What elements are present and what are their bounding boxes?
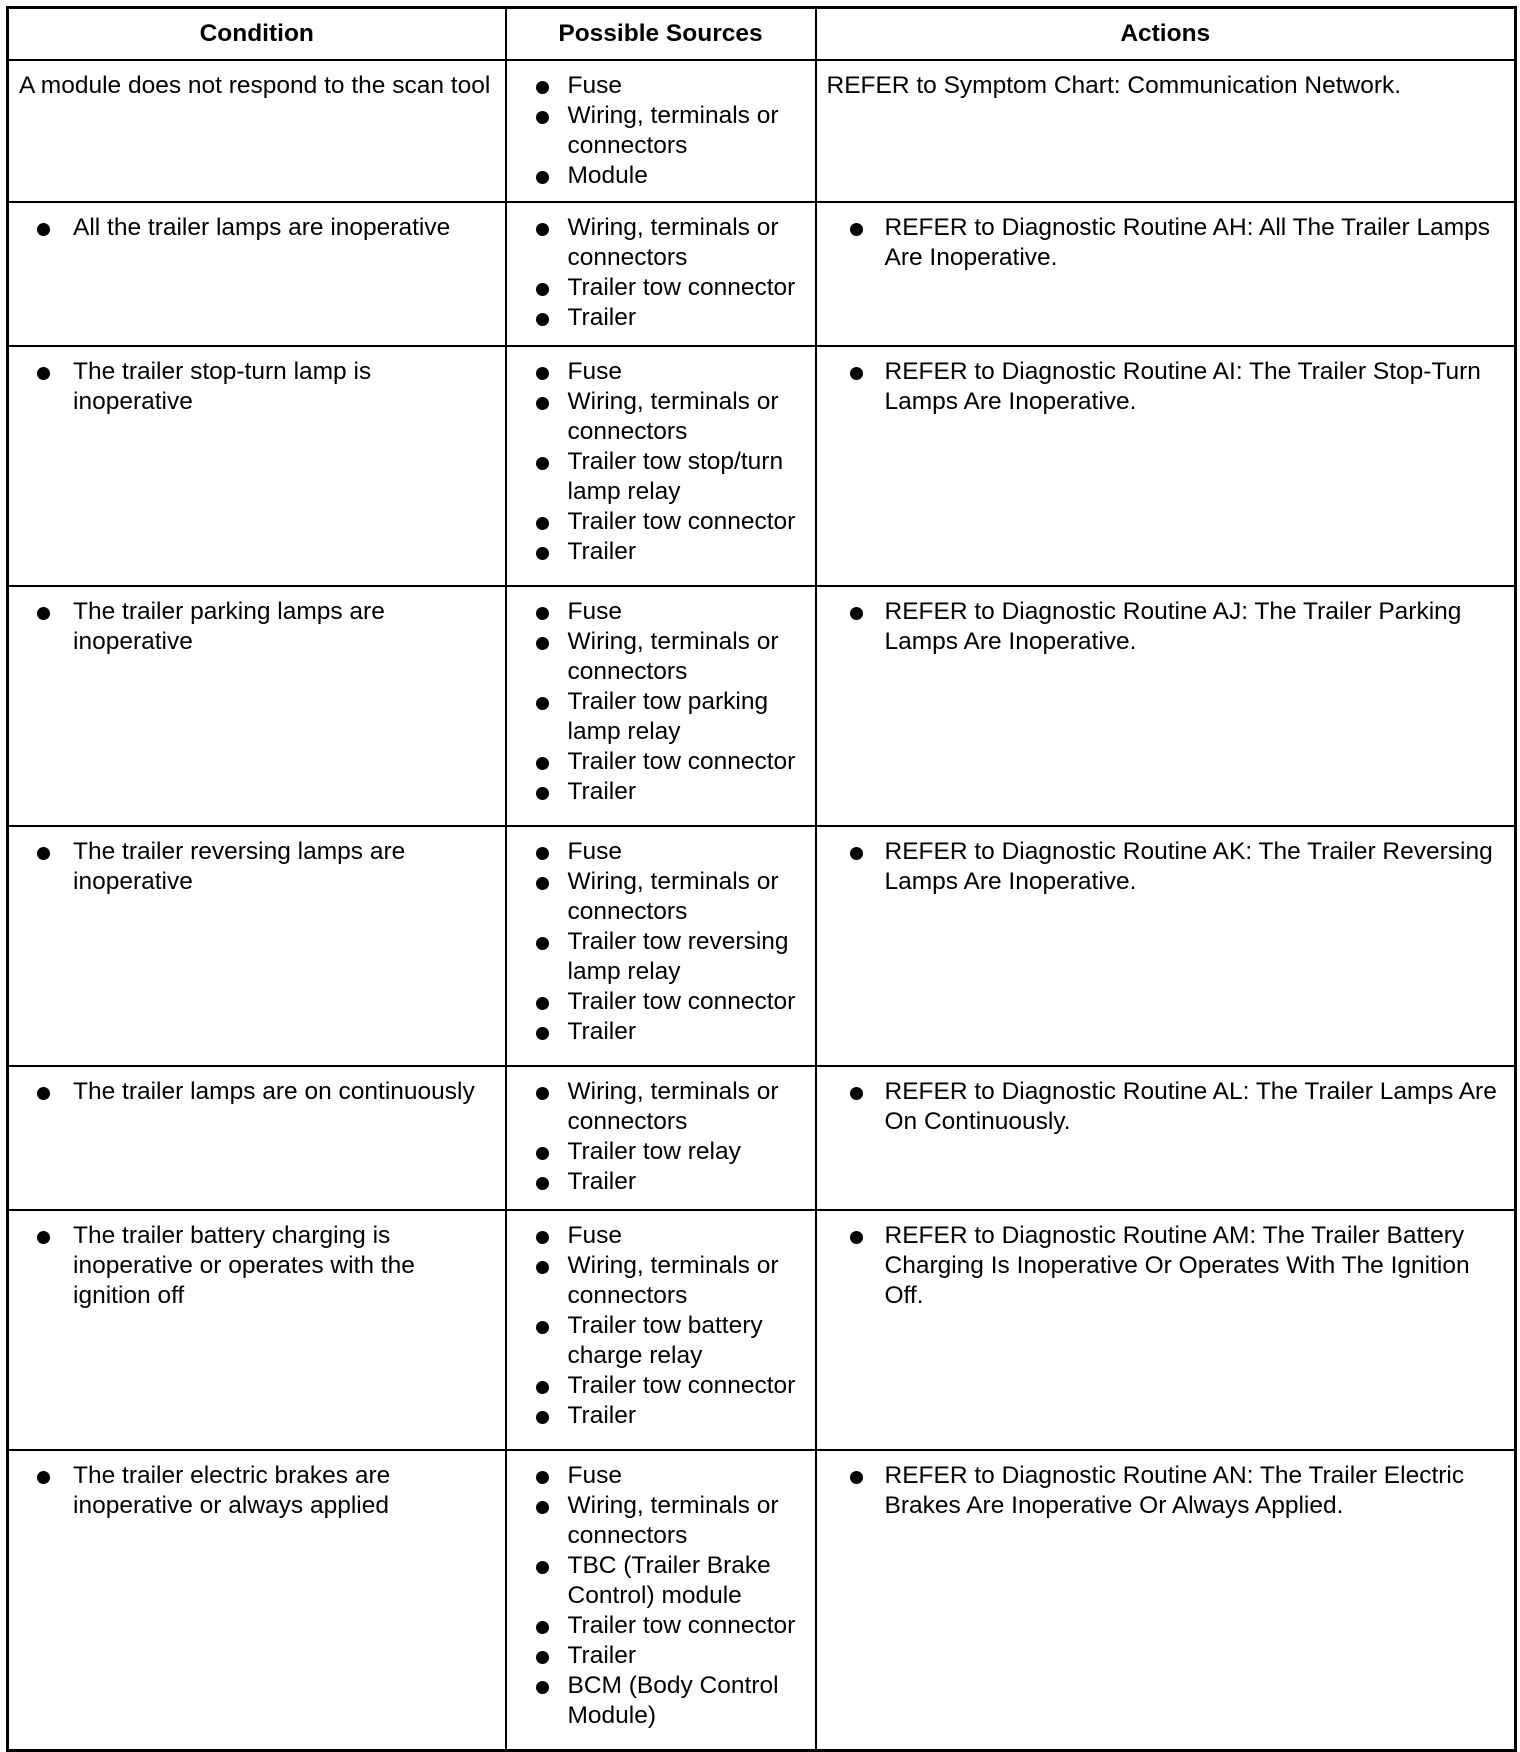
source-item: Trailer: [517, 1641, 805, 1671]
condition-text: The trailer lamps are on continuously: [19, 1077, 495, 1107]
source-item: Trailer tow connector: [517, 273, 805, 303]
source-item: Trailer tow connector: [517, 747, 805, 777]
action-text: REFER to Diagnostic Routine AL: The Trailer Lamps Are On Continuously.: [827, 1077, 1505, 1137]
action-cell: [816, 826, 1516, 1066]
sources-list: [517, 837, 805, 1047]
sources-list: [517, 213, 805, 333]
condition-cell: [8, 826, 506, 1066]
action-cell: [816, 346, 1516, 586]
condition-text: The trailer parking lamps are inoperative: [19, 597, 495, 657]
condition-cell: [8, 202, 506, 346]
table-row: [8, 1450, 1516, 1750]
source-item: Trailer tow parking lamp relay: [517, 687, 805, 747]
source-item: Trailer tow connector: [517, 507, 805, 537]
header-row: [8, 8, 1516, 61]
source-item: Wiring, terminals or connectors: [517, 867, 805, 927]
source-item: Fuse: [517, 1461, 805, 1491]
source-item: Trailer tow connector: [517, 1611, 805, 1641]
source-item: Wiring, terminals or connectors: [517, 1077, 805, 1137]
condition-text: The trailer battery charging is inoperative or operates with the ignition off: [19, 1221, 495, 1311]
table-row: [8, 1066, 1516, 1210]
sources-cell: [506, 1210, 816, 1450]
condition-text: A module does not respond to the scan tool: [19, 72, 491, 99]
condition-text: The trailer electric brakes are inoperative or always applied: [19, 1461, 495, 1521]
source-item: Trailer: [517, 1167, 805, 1197]
source-item: Module: [517, 161, 805, 191]
action-text: REFER to Diagnostic Routine AH: All The Trailer Lamps Are Inoperative.: [827, 213, 1505, 273]
sources-cell: [506, 346, 816, 586]
source-item: Fuse: [517, 1221, 805, 1251]
source-item: Wiring, terminals or connectors: [517, 627, 805, 687]
action-cell: [816, 202, 1516, 346]
action-text: REFER to Diagnostic Routine AN: The Trailer Electric Brakes Are Inoperative Or Always Applied.: [827, 1461, 1505, 1521]
action-cell: [816, 1066, 1516, 1210]
sources-list: [517, 1077, 805, 1197]
source-item: Wiring, terminals or connectors: [517, 387, 805, 447]
source-item: Fuse: [517, 597, 805, 627]
source-item: Trailer: [517, 537, 805, 567]
condition-cell: [8, 60, 506, 202]
condition-cell: [8, 1066, 506, 1210]
table-row: [8, 60, 1516, 202]
action-cell: [816, 60, 1516, 202]
sources-list: [517, 1221, 805, 1431]
sources-list: [517, 1461, 805, 1731]
condition-text: The trailer reversing lamps are inoperative: [19, 837, 495, 897]
table-row: [8, 826, 1516, 1066]
condition-cell: [8, 586, 506, 826]
sources-cell: [506, 202, 816, 346]
action-text: REFER to Diagnostic Routine AK: The Trailer Reversing Lamps Are Inoperative.: [827, 837, 1505, 897]
source-item: Trailer: [517, 1017, 805, 1047]
source-item: Trailer tow stop/turn lamp relay: [517, 447, 805, 507]
table-row: [8, 202, 1516, 346]
action-cell: [816, 1210, 1516, 1450]
sources-cell: [506, 60, 816, 202]
action-text: REFER to Diagnostic Routine AI: The Trailer Stop-Turn Lamps Are Inoperative.: [827, 357, 1505, 417]
source-item: Fuse: [517, 837, 805, 867]
header-condition: Condition: [8, 8, 506, 61]
sources-cell: [506, 826, 816, 1066]
source-item: Trailer tow battery charge relay: [517, 1311, 805, 1371]
sources-cell: [506, 1066, 816, 1210]
condition-cell: [8, 1450, 506, 1750]
action-cell: [816, 586, 1516, 826]
condition-cell: [8, 1210, 506, 1450]
source-item: Wiring, terminals or connectors: [517, 1491, 805, 1551]
source-item: Trailer tow connector: [517, 987, 805, 1017]
condition-text: All the trailer lamps are inoperative: [19, 213, 495, 243]
source-item: BCM (Body Control Module): [517, 1671, 805, 1731]
source-item: Fuse: [517, 71, 805, 101]
sources-list: [517, 71, 805, 191]
header-possible-sources: Possible Sources: [506, 8, 816, 61]
source-item: Trailer tow connector: [517, 1371, 805, 1401]
table-row: [8, 586, 1516, 826]
condition-text: The trailer stop-turn lamp is inoperative: [19, 357, 495, 417]
source-item: Trailer: [517, 303, 805, 333]
source-item: Wiring, terminals or connectors: [517, 101, 805, 161]
table-row: [8, 346, 1516, 586]
sources-list: [517, 357, 805, 567]
symptom-chart-table: [6, 6, 1517, 1752]
action-text: REFER to Symptom Chart: Communication Network.: [826, 72, 1402, 99]
header-actions: Actions: [816, 8, 1516, 61]
sources-cell: [506, 586, 816, 826]
source-item: Wiring, terminals or connectors: [517, 213, 805, 273]
action-text: REFER to Diagnostic Routine AM: The Trailer Battery Charging Is Inoperative Or Operates With The Ignition Off.: [827, 1221, 1505, 1311]
source-item: Trailer: [517, 777, 805, 807]
source-item: Trailer tow relay: [517, 1137, 805, 1167]
sources-list: [517, 597, 805, 807]
source-item: Trailer: [517, 1401, 805, 1431]
source-item: Wiring, terminals or connectors: [517, 1251, 805, 1311]
action-cell: [816, 1450, 1516, 1750]
condition-cell: [8, 346, 506, 586]
source-item: Fuse: [517, 357, 805, 387]
source-item: TBC (Trailer Brake Control) module: [517, 1551, 805, 1611]
source-item: Trailer tow reversing lamp relay: [517, 927, 805, 987]
table-row: [8, 1210, 1516, 1450]
sources-cell: [506, 1450, 816, 1750]
action-text: REFER to Diagnostic Routine AJ: The Trailer Parking Lamps Are Inoperative.: [827, 597, 1505, 657]
